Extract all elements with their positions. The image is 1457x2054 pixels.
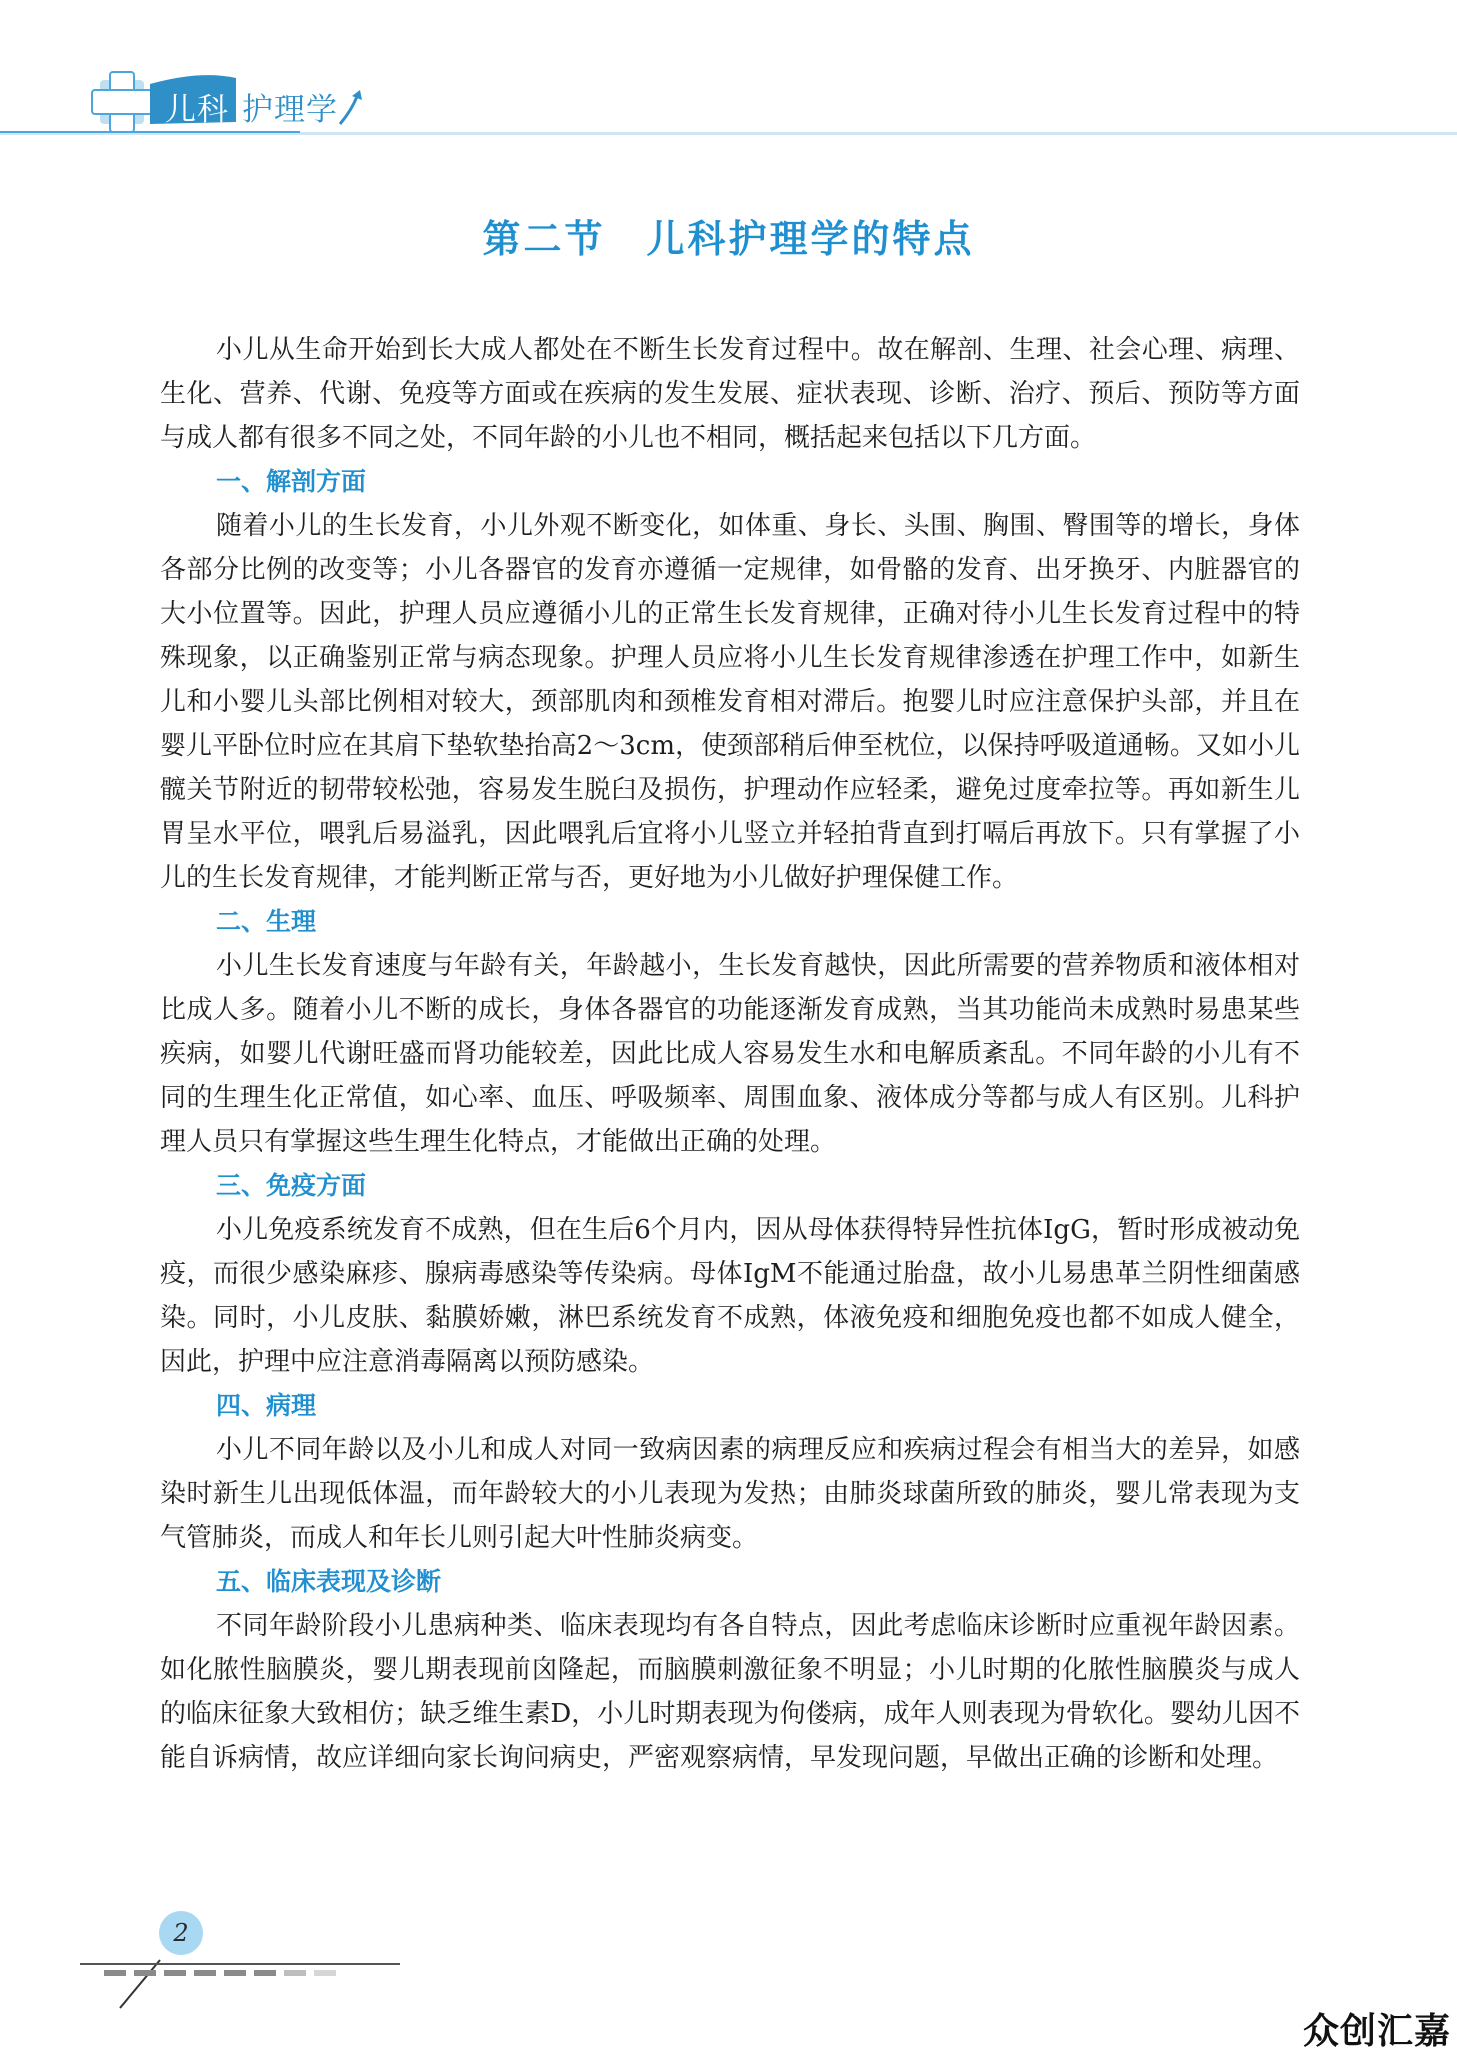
section-heading-clinical: 五、临床表现及诊断 [216,1567,442,1596]
main-content [160,328,1300,1780]
section-title: 第二节 儿科护理学的特点 [482,217,975,261]
section-text-anatomy: 随着小儿的生长发育，小儿外观不断变化，如体重、身长、头围、胸围、臀围等的增长，身体各部分比例的改变等；小儿各器官的发育亦遵循一定规律，如骨骼的发育、出牙换牙、内脏器官的大小位置等。因此，护理人员应遵循小儿的正常生长发育规律，正确对待小儿生长发育过程中的特殊现象，以正确鉴别正常与病态现象。护理人员应将小儿生长发育规律渗透在护理工作中，如新生儿和小婴儿头部比例相对较大，颈部肌肉和颈椎发育相对滞后。抱婴儿时应注意保护头部，并且在婴儿平卧位时应在其肩下垫软垫抬高2～3cm，使颈部稍后伸至枕位，以保持呼吸道通畅。又如小儿髋关节附近的韧带较松弛，容易发生脱臼及损伤，护理动作应轻柔，避免过度牵拉等。再如新生儿胃呈水平位，喂乳后易溢乳，因此喂乳后宜将小儿竖立并轻拍背直到打嗝后再放下。只有掌握了小儿的生长发育规律，才能判断正常与否，更好地为小儿做好护理保健工作。 [160,511,1300,893]
section-text-clinical: 不同年龄阶段小儿患病种类、临床表现均有各自特点，因此考虑临床诊断时应重视年龄因素。如化脓性脑膜炎，婴儿期表现前囟隆起，而脑膜刺激征象不明显；小儿时期的化脓性脑膜炎与成人的临床征象大致相仿；缺乏维生素D，小儿时期表现为佝偻病，成年人则表现为骨软化。婴幼儿因不能自诉病情，故应详细向家长询问病史，严密观察病情，早发现问题，早做出正确的诊断和处理。 [160,1611,1300,1773]
running-header [0,0,1457,140]
intro-paragraph: 小儿从生命开始到长大成人都处在不断生长发育过程中。故在解剖、生理、社会心理、病理、生化、营养、代谢、免疫等方面或在疾病的发生发展、症状表现、诊断、治疗、预后、预防等方面与成人都有很多不同之处，不同年龄的小儿也不相同，概括起来包括以下几方面。 [160,335,1300,453]
section-text-pathology: 小儿不同年龄以及小儿和成人对同一致病因素的病理反应和疾病过程会有相当大的差异，如感染时新生儿出现低体温，而年龄较大的小儿表现为发热；由肺炎球菌所致的肺炎，婴儿常表现为支气管肺炎，而成人和年长儿则引起大叶性肺炎病变。 [160,1435,1300,1553]
page-number: 2 [173,1919,189,1947]
section-heading-anatomy: 一、解剖方面 [216,467,367,496]
section-heading-pathology: 四、病理 [216,1391,317,1420]
section-text-immunity: 小儿免疫系统发育不成熟，但在生后6个月内，因从母体获得特异性抗体IgG，暂时形成被动免疫，而很少感染麻疹、腺病毒感染等传染病。母体IgM不能通过胎盘，故小儿易患革兰阴性细菌感染。同时，小儿皮肤、黏膜娇嫩，淋巴系统发育不成熟，体液免疫和细胞免疫也都不如成人健全，因此，护理中应注意消毒隔离以预防感染。 [160,1215,1300,1377]
page-footer [0,1890,1457,2047]
header-title-part1: 儿科 [165,92,229,128]
watermark-logo: 众创汇嘉 [1302,2011,1451,2052]
section-heading-immunity: 三、免疫方面 [216,1171,367,1200]
section-heading-physiology: 二、生理 [216,907,317,936]
header-title-part2: 护理学 [242,92,338,128]
footer-decoration-icon [0,1890,1457,2047]
section-text-physiology: 小儿生长发育速度与年龄有关，年龄越小，生长发育越快，因此所需要的营养物质和液体相对比成人多。随着小儿不断的成长，身体各器官的功能逐渐发育成熟，当其功能尚未成熟时易患某些疾病，如婴儿代谢旺盛而肾功能较差，因此比成人容易发生水和电解质紊乱。不同年龄的小儿有不同的生理生化正常值，如心率、血压、呼吸频率、周围血象、液体成分等都与成人有区别。儿科护理人员只有掌握这些生理生化特点，才能做出正确的处理。 [160,951,1300,1157]
